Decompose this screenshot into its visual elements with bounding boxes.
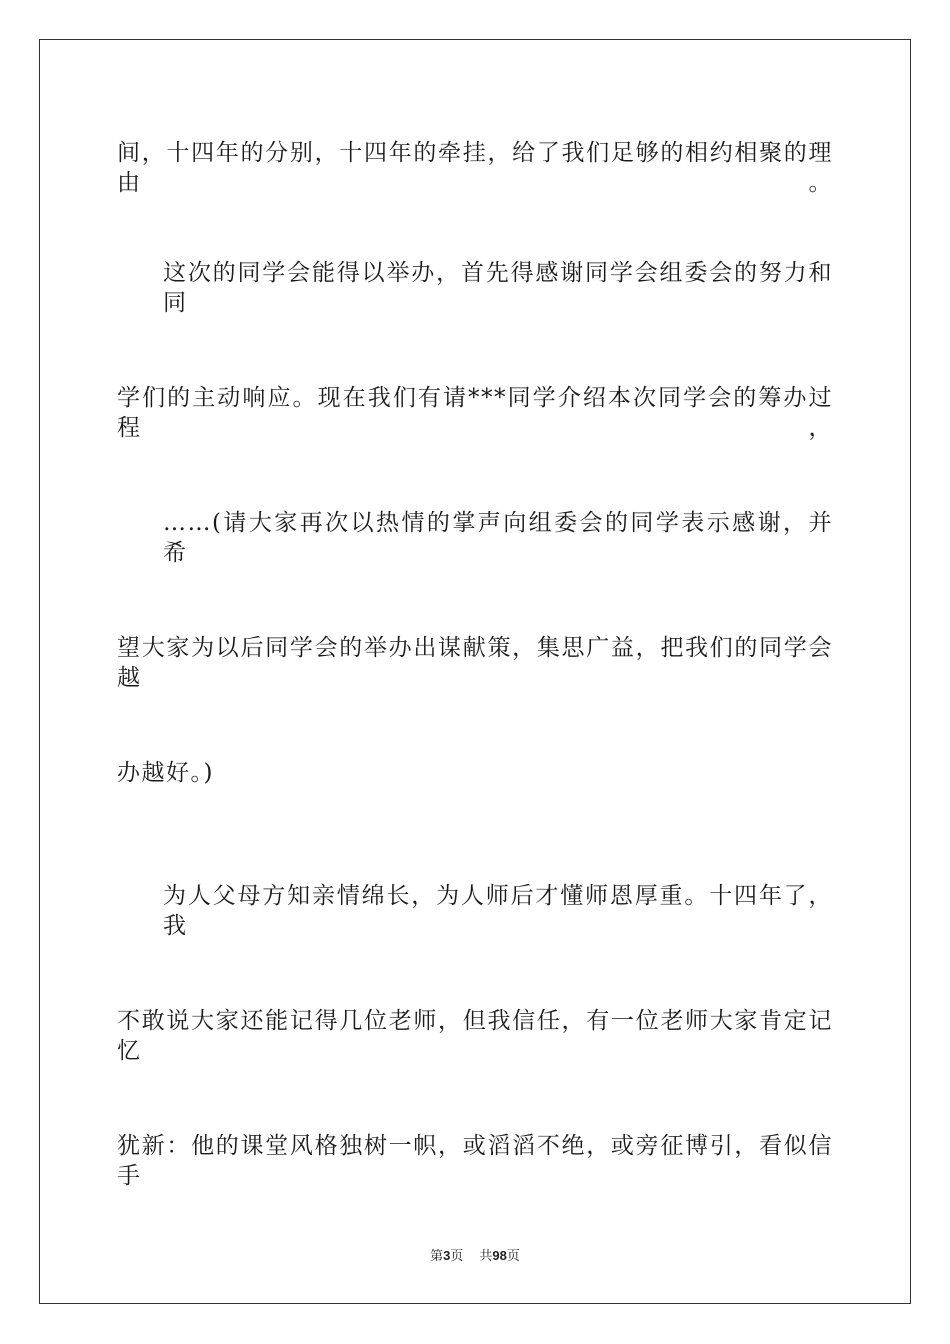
page-footer	[0, 1248, 950, 1265]
body-text-line-4: ……(请大家再次以热情的掌声向组委会的同学表示感谢，并希	[163, 510, 833, 566]
page-border	[39, 39, 911, 1304]
page-prefix: 第	[430, 1249, 444, 1264]
page-suffix: 页	[450, 1249, 464, 1264]
body-text-line-8: 不敢说大家还能记得几位老师，但我信任，有一位老师大家肯定记忆	[117, 1008, 833, 1064]
page-number: 3	[443, 1248, 451, 1263]
total-pages: 98	[492, 1248, 507, 1263]
total-prefix: 共	[479, 1249, 493, 1264]
body-text-line-5: 望大家为以后同学会的举办出谋献策，集思广益，把我们的同学会越	[117, 635, 833, 691]
body-text-line-7: 为人父母方知亲情绵长，为人师后才懂师恩厚重。十四年了，我	[163, 883, 833, 939]
body-text-line-1: 间，十四年的分别，十四年的牵挂，给了我们足够的相约相聚的理由。	[117, 140, 833, 196]
body-text-line-3: 学们的主动响应。现在我们有请***同学介绍本次同学会的筹办过程，	[117, 385, 833, 441]
body-text-line-2: 这次的同学会能得以举办，首先得感谢同学会组委会的努力和同	[163, 260, 833, 316]
total-suffix: 页	[506, 1249, 520, 1264]
body-text-line-9: 犹新：他的课堂风格独树一帜，或滔滔不绝，或旁征博引，看似信手	[117, 1133, 833, 1189]
body-text-line-6: 办越好。)	[117, 760, 214, 786]
